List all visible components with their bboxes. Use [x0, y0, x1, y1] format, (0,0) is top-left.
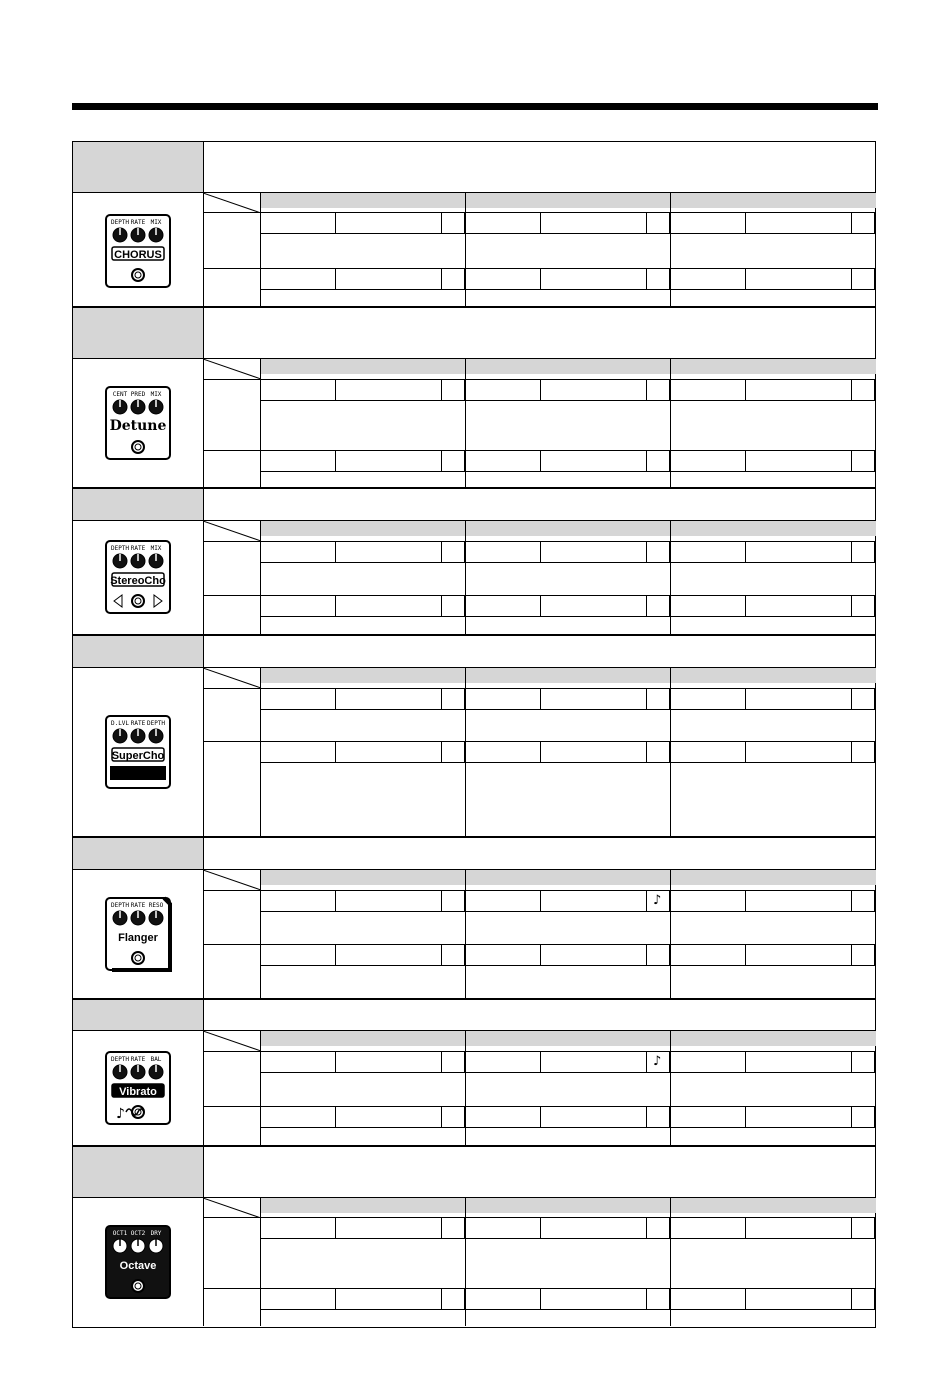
divider-line [851, 1106, 852, 1127]
parameter-header-band [260, 668, 876, 683]
divider-line [669, 541, 670, 562]
divider-line [540, 688, 541, 709]
divider-line [874, 741, 875, 762]
knob-label: CENT [112, 390, 128, 398]
divider-line [260, 911, 876, 912]
divider-line [669, 1288, 670, 1309]
divider-line [335, 450, 336, 471]
divider-line [335, 212, 336, 233]
divider-line [260, 709, 876, 710]
divider-line [464, 688, 465, 709]
divider-line [646, 379, 647, 400]
pedal-name-label: StereoCho [110, 575, 166, 587]
divider-line [745, 212, 746, 233]
divider-line [646, 890, 647, 911]
divider-line [464, 212, 465, 233]
knob-label: MIX [150, 390, 162, 398]
divider-line [260, 965, 876, 966]
knob-label: RESO [148, 901, 164, 909]
footswitch-icon [132, 595, 144, 607]
divider-line [874, 1288, 875, 1309]
diagonal-corner-cell [203, 193, 261, 213]
effect-description-cell [203, 489, 876, 520]
divider-line [669, 595, 670, 616]
divider-line [540, 1288, 541, 1309]
divider-line [335, 1051, 336, 1072]
divider-line [464, 1051, 465, 1072]
divider-line [335, 1106, 336, 1127]
divider-line [669, 1051, 670, 1072]
divider-line [874, 212, 875, 233]
effect-description-cell [203, 1000, 876, 1030]
divider-line [646, 1051, 647, 1072]
parameter-header-band [260, 1031, 876, 1046]
divider-line [851, 741, 852, 762]
vibrato-pedal-icon [100, 1050, 176, 1126]
pedal-name-label: CHORUS [114, 249, 162, 261]
parameter-header-band [260, 193, 876, 208]
divider-line [745, 450, 746, 471]
divider-line [745, 944, 746, 965]
divider-line [669, 944, 670, 965]
effect-description-cell [203, 308, 876, 358]
divider-line [646, 944, 647, 965]
divider-line [874, 268, 875, 289]
divider-line [464, 1106, 465, 1127]
divider-line [441, 541, 442, 562]
divider-line [260, 233, 876, 234]
effect-description-cell [203, 838, 876, 869]
divider-line [646, 741, 647, 762]
divider-line [464, 595, 465, 616]
supercho-pedal-icon [100, 714, 176, 790]
divider-line [874, 1217, 875, 1238]
divider-line [335, 890, 336, 911]
divider-line [851, 890, 852, 911]
divider-line [335, 379, 336, 400]
divider-line [874, 1106, 875, 1127]
knob-label: RATE [130, 1055, 146, 1063]
effect-name-cell [73, 1147, 203, 1197]
divider-line [646, 1106, 647, 1127]
divider-line [260, 1309, 876, 1310]
diagonal-corner-cell [203, 870, 261, 890]
divider-line [745, 379, 746, 400]
divider-line [441, 688, 442, 709]
knob-label: OCT1 [112, 1229, 128, 1237]
knob-label: RATE [130, 719, 146, 727]
divider-line [745, 595, 746, 616]
divider-line [441, 595, 442, 616]
diagonal-corner-cell [203, 1198, 261, 1218]
divider-line [335, 944, 336, 965]
divider-line [874, 1051, 875, 1072]
divider-line [540, 268, 541, 289]
diagonal-corner-cell [203, 521, 261, 541]
footswitch-icon [132, 269, 144, 281]
divider-line [851, 595, 852, 616]
knob-label: DEPTH [146, 719, 166, 727]
knob-label: RATE [130, 219, 146, 226]
divider-line [260, 616, 876, 617]
divider-line [335, 541, 336, 562]
divider-line [464, 1288, 465, 1309]
divider-line [851, 450, 852, 471]
effect-name-cell [73, 1000, 203, 1030]
divider-line [464, 741, 465, 762]
pedal-name-label: Octave [119, 1259, 157, 1272]
divider-line [260, 1072, 876, 1073]
divider-line [441, 450, 442, 471]
divider-line [464, 541, 465, 562]
divider-line [260, 1238, 876, 1239]
divider-line [335, 688, 336, 709]
flanger-pedal-icon [100, 896, 176, 972]
divider-line [441, 741, 442, 762]
divider-line [441, 944, 442, 965]
divider-line [540, 1217, 541, 1238]
footswitch-icon [132, 952, 144, 964]
divider-line [464, 890, 465, 911]
effect-name-cell [73, 308, 203, 358]
divider-line [670, 521, 671, 634]
chorus-pedal-icon [100, 213, 176, 289]
divider-line [646, 1217, 647, 1238]
divider-line [441, 1217, 442, 1238]
divider-line [669, 890, 670, 911]
knob-label: DRY [150, 1229, 162, 1237]
divider-line [745, 1106, 746, 1127]
diagonal-corner-cell [203, 668, 261, 688]
divider-line [540, 379, 541, 400]
divider-line [745, 268, 746, 289]
divider-line [669, 212, 670, 233]
divider-line [540, 1106, 541, 1127]
divider-line [441, 1106, 442, 1127]
pedal-name-label: SuperCho [111, 749, 165, 762]
divider-line [670, 668, 671, 836]
knob-label: RATE [130, 901, 146, 909]
divider-line [669, 379, 670, 400]
effect-description-cell [203, 636, 876, 667]
divider-line [874, 379, 875, 400]
divider-line [851, 1051, 852, 1072]
divider-line [260, 289, 876, 290]
divider-line [745, 741, 746, 762]
divider-line [851, 212, 852, 233]
footswitch-icon [132, 1280, 144, 1292]
note-icon: ♪ [116, 1105, 125, 1122]
divider-line [203, 1147, 204, 1326]
knob-label: MIX [150, 219, 162, 226]
divider-line [646, 595, 647, 616]
divider-line [745, 1051, 746, 1072]
divider-line [260, 1127, 876, 1128]
divider-line [260, 762, 876, 763]
divider-line [646, 541, 647, 562]
divider-line [464, 268, 465, 289]
divider-line [669, 1217, 670, 1238]
parameter-header-band [260, 359, 876, 374]
divider-line [540, 212, 541, 233]
divider-line [745, 1217, 746, 1238]
divider-line [646, 1288, 647, 1309]
pedal-name-label: Detune [109, 417, 167, 434]
divider-line [335, 268, 336, 289]
knob-label: MIX [150, 545, 162, 552]
divider-line [203, 636, 204, 836]
divider-line [260, 668, 261, 836]
divider-line [335, 595, 336, 616]
divider-line [851, 379, 852, 400]
pedal-name-label: Vibrato [119, 1085, 157, 1098]
divider-line [745, 890, 746, 911]
divider-line [203, 838, 204, 998]
divider-line [851, 1217, 852, 1238]
divider-line [540, 890, 541, 911]
divider-line [464, 944, 465, 965]
tempo-sync-note-icon: ♪ [653, 1054, 662, 1069]
effect-description-cell [203, 1147, 876, 1197]
divider-line [745, 688, 746, 709]
divider-line [646, 688, 647, 709]
divider-line [335, 741, 336, 762]
divider-line [669, 268, 670, 289]
diagonal-corner-cell [203, 1031, 261, 1051]
divider-line [851, 688, 852, 709]
knob-label: DEPTH [110, 219, 130, 226]
knob-label: PRED [130, 390, 146, 398]
divider-line [260, 521, 261, 634]
effect-name-cell [73, 489, 203, 520]
divider-line [669, 450, 670, 471]
divider-line [260, 471, 876, 472]
knob-label: OCT2 [130, 1229, 146, 1237]
divider-line [335, 1288, 336, 1309]
knob-label: RATE [130, 545, 146, 552]
knob-label: DEPTH [110, 545, 130, 552]
parameter-header-band [260, 521, 876, 536]
divider-line [260, 400, 876, 401]
divider-line [874, 450, 875, 471]
divider-line [441, 212, 442, 233]
divider-line [464, 1217, 465, 1238]
divider-line [540, 541, 541, 562]
divider-line [540, 450, 541, 471]
divider-line [669, 741, 670, 762]
divider-line [540, 595, 541, 616]
divider-line [646, 450, 647, 471]
divider-line [874, 595, 875, 616]
diagonal-corner-cell [203, 359, 261, 379]
divider-line [745, 541, 746, 562]
divider-line [465, 521, 466, 634]
divider-line [203, 308, 204, 487]
stereocho-pedal-icon [100, 539, 176, 615]
divider-line [669, 1106, 670, 1127]
divider-line [260, 562, 876, 563]
divider-line [646, 268, 647, 289]
divider-line [335, 1217, 336, 1238]
divider-line [851, 944, 852, 965]
parameter-header-band [260, 870, 876, 885]
page-top-rule [72, 103, 878, 110]
divider-line [851, 1288, 852, 1309]
divider-line [441, 268, 442, 289]
effect-name-cell [73, 142, 203, 192]
pedal-name-label: Flanger [118, 931, 158, 944]
divider-line [203, 1000, 204, 1145]
divider-line [540, 944, 541, 965]
tempo-sync-note-icon: ♪ [653, 893, 662, 908]
divider-line [540, 741, 541, 762]
divider-line [874, 944, 875, 965]
divider-line [874, 541, 875, 562]
divider-line [874, 688, 875, 709]
divider-line [540, 1051, 541, 1072]
octave-pedal-icon [100, 1224, 176, 1300]
detune-pedal-icon [100, 385, 176, 461]
effect-name-cell [73, 838, 203, 869]
divider-line [874, 890, 875, 911]
divider-line [851, 541, 852, 562]
knob-label: DEPTH [110, 901, 130, 909]
divider-line [441, 890, 442, 911]
divider-line [745, 1288, 746, 1309]
divider-line [203, 142, 204, 306]
divider-line [464, 450, 465, 471]
knob-label: DEPTH [110, 1055, 130, 1063]
divider-line [441, 1051, 442, 1072]
divider-line [441, 379, 442, 400]
divider-line [441, 1288, 442, 1309]
divider-line [464, 379, 465, 400]
effect-description-cell [203, 142, 876, 192]
effect-name-cell [73, 636, 203, 667]
divider-line [669, 688, 670, 709]
footswitch-icon [132, 441, 144, 453]
knob-label: BAL [150, 1055, 162, 1063]
knob-label: D.LVL [110, 719, 130, 727]
parameter-header-band [260, 1198, 876, 1213]
divider-line [646, 212, 647, 233]
divider-line [203, 489, 204, 634]
divider-line [851, 268, 852, 289]
divider-line [465, 668, 466, 836]
